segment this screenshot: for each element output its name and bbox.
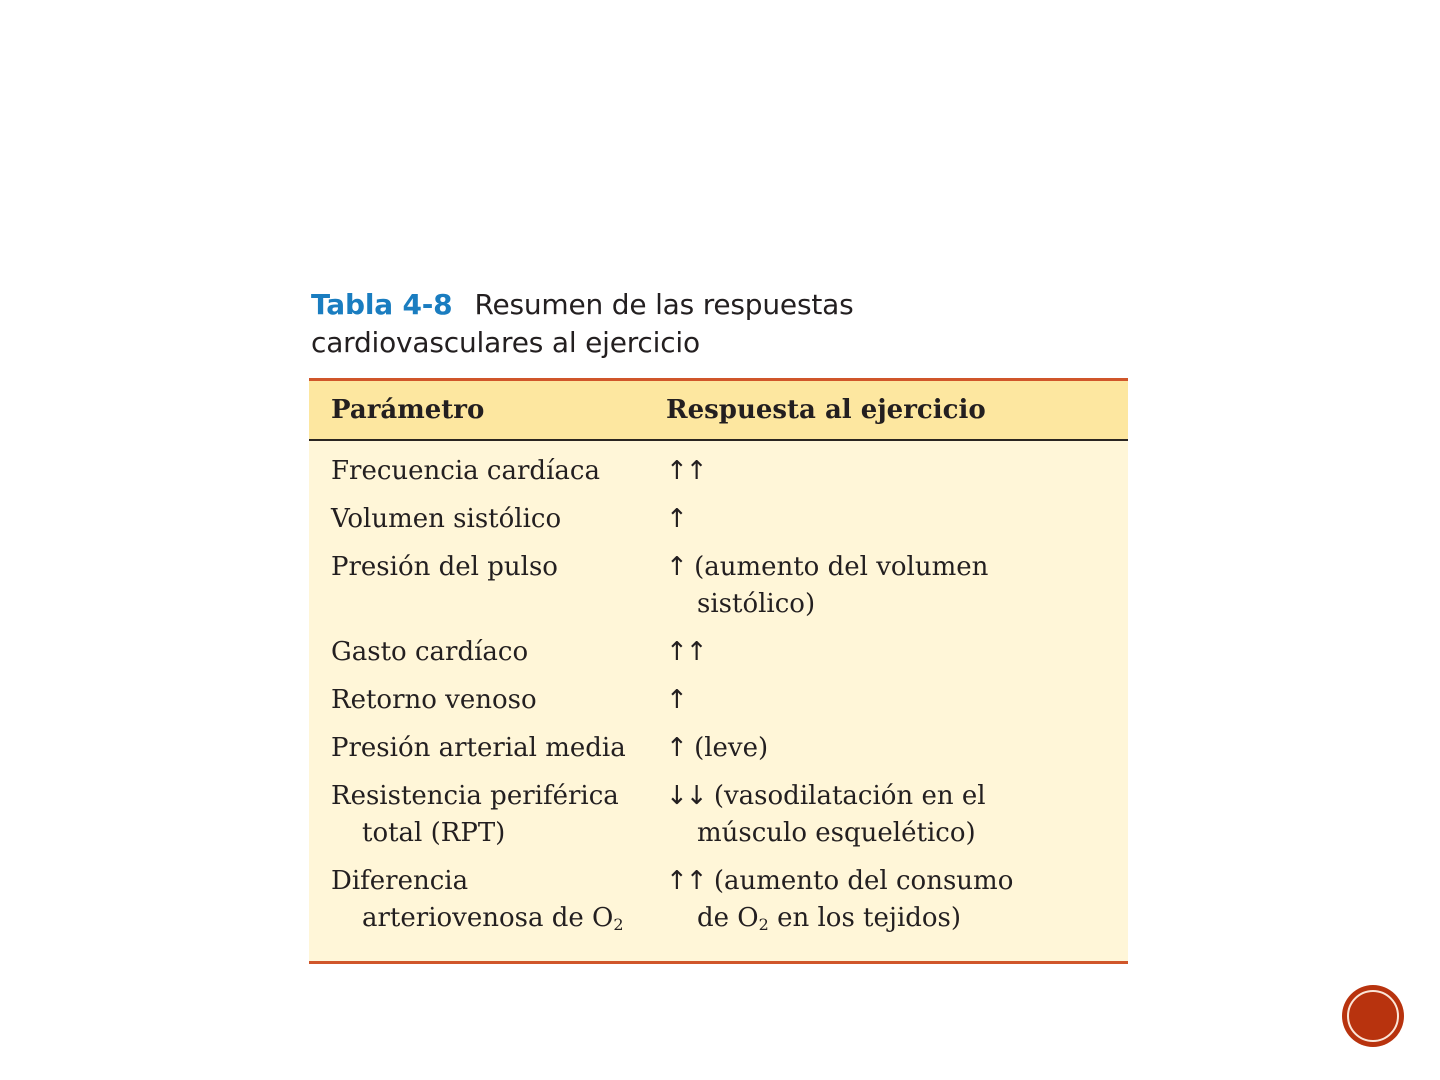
response-text-cont: músculo esquelético) bbox=[697, 818, 976, 848]
double-up-arrow-icon: ↑↑ bbox=[666, 637, 706, 667]
response-part: de O bbox=[697, 903, 759, 933]
param-cell: Resistencia periférica bbox=[331, 781, 619, 811]
response-text-cont bbox=[666, 900, 1128, 937]
header-respuesta: Respuesta al ejercicio bbox=[666, 395, 986, 425]
param-text: arteriovenosa de O bbox=[362, 903, 614, 933]
param-cell: Gasto cardíaco bbox=[331, 637, 529, 667]
table-row bbox=[309, 634, 1128, 671]
param-cell: Volumen sistólico bbox=[331, 504, 562, 534]
up-arrow-icon: ↑ bbox=[666, 685, 686, 715]
up-arrow-icon: ↑ bbox=[666, 504, 686, 534]
subscript: 2 bbox=[613, 915, 624, 934]
response-text-cont: sistólico) bbox=[697, 589, 816, 619]
nav-circle-ring bbox=[1347, 990, 1399, 1042]
response-text: (aumento del volumen bbox=[694, 552, 989, 582]
response-text: (vasodilatación en el bbox=[713, 781, 986, 811]
table-body bbox=[309, 441, 1128, 937]
caption-title-line1: Resumen de las respuestas bbox=[474, 288, 854, 321]
subscript: 2 bbox=[758, 915, 769, 934]
summary-table bbox=[309, 378, 1128, 964]
caption-title-line2: cardiovasculares al ejercicio bbox=[311, 326, 700, 359]
table-row bbox=[309, 730, 1128, 767]
double-up-arrow-icon: ↑↑ bbox=[666, 456, 706, 486]
up-arrow-icon: ↑ bbox=[666, 552, 686, 582]
table-row bbox=[309, 682, 1128, 719]
up-arrow-icon: ↑ bbox=[666, 733, 686, 763]
param-cell: Frecuencia cardíaca bbox=[331, 456, 600, 486]
double-up-arrow-icon: ↑↑ bbox=[666, 866, 706, 896]
table-row bbox=[309, 453, 1128, 490]
table-header-row bbox=[309, 381, 1128, 441]
param-cell: Retorno venoso bbox=[331, 685, 537, 715]
param-cell: Diferencia bbox=[331, 866, 469, 896]
table-caption bbox=[311, 286, 931, 362]
header-parametro: Parámetro bbox=[331, 395, 485, 425]
param-cell-cont bbox=[331, 900, 666, 937]
table-row bbox=[309, 549, 1128, 623]
response-part: en los tejidos) bbox=[768, 903, 962, 933]
table-row bbox=[309, 778, 1128, 852]
param-cell-cont: total (RPT) bbox=[362, 818, 506, 848]
param-cell: Presión del pulso bbox=[331, 552, 558, 582]
response-text: (aumento del consumo bbox=[713, 866, 1014, 896]
table-number: Tabla 4-8 bbox=[311, 288, 453, 321]
response-text: (leve) bbox=[694, 733, 769, 763]
table-row bbox=[309, 863, 1128, 937]
slide-nav-circle-icon[interactable] bbox=[1342, 985, 1404, 1047]
table-row bbox=[309, 501, 1128, 538]
double-down-arrow-icon: ↓↓ bbox=[666, 781, 706, 811]
param-cell: Presión arterial media bbox=[331, 733, 626, 763]
